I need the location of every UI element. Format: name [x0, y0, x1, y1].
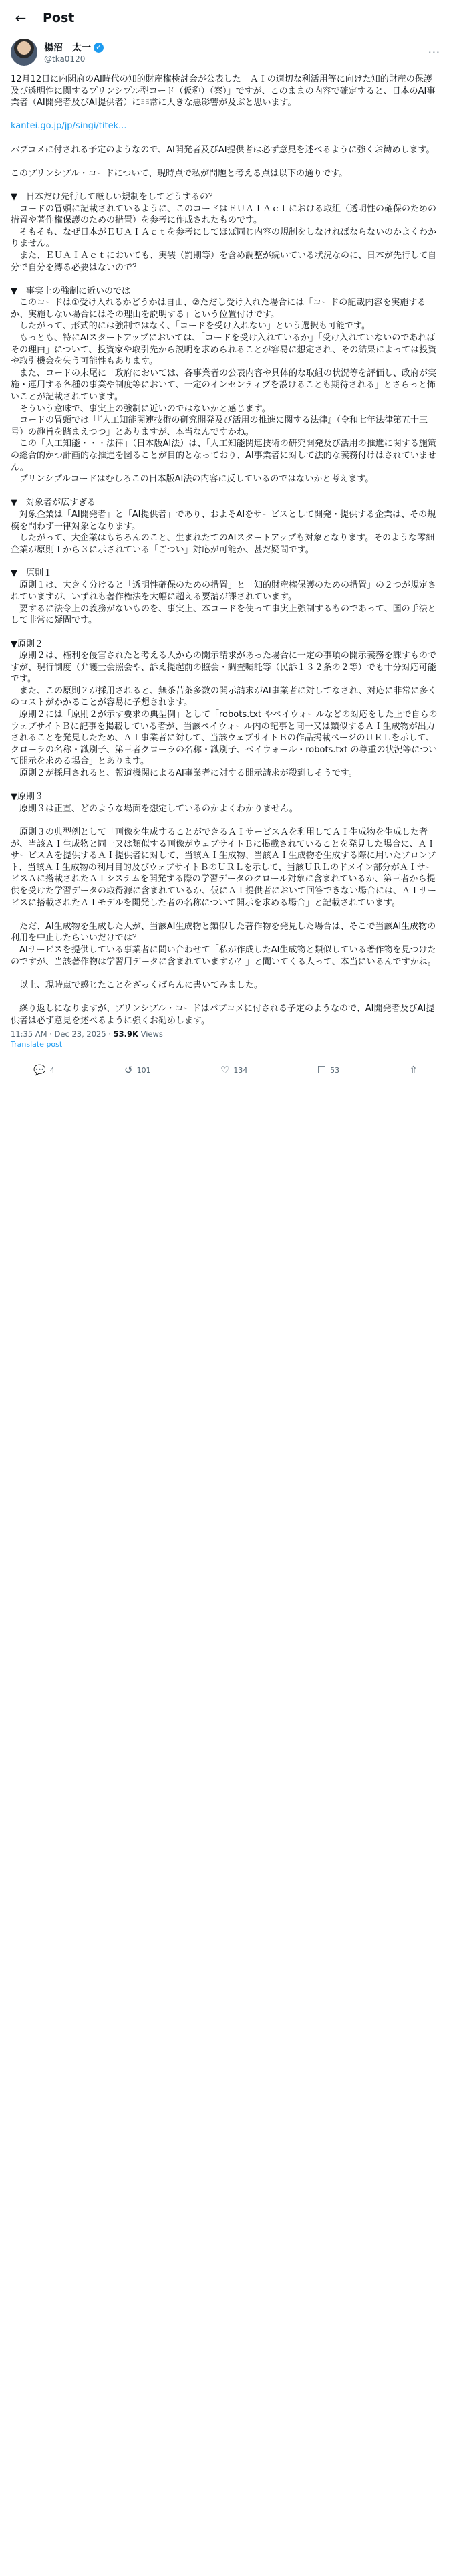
- like-count: 134: [233, 1065, 248, 1075]
- translate-post-link[interactable]: Translate post: [11, 1040, 63, 1049]
- post-paragraph-intro: 12月12日に内閣府のAI時代の知的財産権検討会が公表した「ＡＩの適切な利活用等に向けた知的財産の保護及び透明性に関するプリンシプル型コード（仮称）（案）」ですが、このままの内容で確定すると、日本のAI事業者（AI開発者及びAI提供者）に非常に大きな悪影響が及ぶと思います。: [11, 74, 436, 108]
- more-options-icon[interactable]: ···: [428, 45, 440, 59]
- post-meta: [0, 1027, 451, 1039]
- avatar[interactable]: [11, 39, 37, 66]
- bookmark-button[interactable]: [317, 1064, 339, 1076]
- reply-count: 4: [49, 1065, 55, 1075]
- repost-count: 101: [136, 1065, 151, 1075]
- post-date[interactable]: Dec 23, 2025: [54, 1029, 106, 1039]
- meta-separator: ·: [108, 1029, 111, 1039]
- post-body: パブコメに付される予定のようなので、AI開発者及びAI提供者は必ず意見を述べるように強くお勧めします。 このプリンシプル・コードについて、現時点で私が問題と考える点は以下の通りです。 ▼ 日本だけ先行して厳しい規制をしてどうするの？ コードの冒頭に記載されているように、このコードはＥＵＡＩＡｃｔにおける取組（透明性の確保のための措置や著作権保護のための措置）を参考に作成されたものです。 そもそも、なぜ日本がＥＵＡＩＡｃｔを参考にしてほぼ同じ内容の規制をしなければならないのかよくわかりません。 また、ＥＵＡＩＡｃｔにおいても、実装（罰則等）を含め調整が続いている状況なのに、日本が先行して自分で自分を縛る必要はないので？ ▼ 事実上の強制に近いのでは このコードは①受け入れるかどうかは自由、②ただし受け入れた場合には「コードの記載内容を実施するか、実施しない場合にはその理由を説明する」という位置付けです。 したがって、形式的には強制ではなく、「コードを受け入れない」という選択も可能です。 もっとも、特にAIスタートアップにおいては、「コードを受け入れているか」「受け入れていないのであればその理由」について、投資家や取引先から説明を求められることが容易に想定され、その結果によっては投資や取引機会を失う可能性もあります。 また、コードの末尾に「政府においては、各事業者の公表内容や具体的な取組の状況等を評価し、政府が実施・運用する各種の事業や制度等において、一定のインセンティブを設けることも期待される」とさらっと怖いことが記載されています。 そういう意味で、事実上の強制に近いのではないかと感じます。 コードの冒頭では「『人工知能関連技術の研究開発及び活用の推進に関する法律』（令和七年法律第五十三号）の趣旨を踏まえつつ」とありますが、本当なんですかね。 この「人工知能・・・法律」（日本版AI法）は、「人工知能関連技術の研究開発及び活用の推進に関する施策の総合的かつ計画的な推進を図ることが目的となっており、AI事業者に対して法的な義務付けはされていません。 プリンシプルコードはむしろこの日本版AI法の内容に反しているのではないかと考えます。 ▼ 対象者が広すぎる 対象企業は「AI開発者」と「AI提供者」であり、およそAIをサービスとして開発・提供する企業は、その規模を問わず一律対象となります。 したがって、大企業はもちろんのこと、生まれたてのAIスタートアップも対象となります。そのような零細企業が原則１から３に示されている「ごつい」対応が可能か、甚だ疑問です。 ▼ 原則１ 原則１は、大きく分けると「透明性確保のための措置」と「知的財産権保護のための措置」の２つが規定されていますが、いずれも著作権法を大幅に超える要請が課されています。 要するに法令上の義務がないものを、事実上、本コードを使って事実上強制するものであって、国の手法として非常に疑問です。 ▼原則２ 原則２は、権利を侵害されたと考える人からの開示請求があった場合に一定の事項の開示義務を課すものですが、現行制度（弁護士会照会や、訴え提起前の照会・調査嘱託等（民訴１３２条の２等）でも十分対応可能です。 また、この原則２が採用されると、無茶苦茶多数の開示請求がAI事業者に対してなされ、対応に非常に多くのコストがかかることが容易に予想されます。 原則２には「原則２が示す要求の典型例」として「robots.txt やペイウォールなどの対応をした上で自らのウェブサイトＢに記事を掲載している者が、当該ペイウォール内の記事と同一又は類似するＡＩ生成物が出力されることを発見したため、ＡＩ事業者に対して、当該ウェブサイトＢの作品掲載ページのＵＲＬを示して、クローラの名称・識別子、第三者クローラの名称・識別子、ペイウォール・robots.txt の尊重の状況等について開示を求める場合」とあります。 原則２が採用されると、報道機関によるAI事業者に対する開示請求が殺到しそうです。 ▼原則３ 原則３は正直、どのような場面を想定しているのかよくわかりません。 原則３の典型例として「画像を生成することができるＡＩサービスＡを利用してＡＩ生成物を生成した者が、当該ＡＩ生成物と同一又は類似する画像がウェブサイトＢに掲載されていることを発見した場合に、ＡＩサービスＡを提供するＡＩ提供者に対して、当該ＡＩ生成物、当該ＡＩ生成物を生成する際に用いたプロンプト、当該ＡＩ生成物の利用目的及びウェブサイトＢのＵＲＬを示して、当該ＵＲＬのドメイン部分がＡＩサービスＡに搭載されたＡＩシステムを開発する際の学習データのクロール対象に含まれているか、第三者から提供を受けた学習データの取得源に含まれているか、仮にＡＩ提供者において回答できない場合には、ＡＩサービスに搭載されたＡＩモデルを開発した者の名称について開示を求める場合」と記載されています。 ただ、AI生成物を生成した人が、当該AI生成物と類似した著作物を発見した場合は、そこで当該AI生成物の利用を中止したらいいだけでは？ AIサービスを提供している事業者に問い合わせて「私が作成したAI生成物と類似している著作物を見つけたのですが、当該著作物は学習用データに含まれていますか？」と聞いてくる人って、本当にいるんですかね。 以上、現時点で感じたことをざっくばらんに書いてみました。 繰り返しになりますが、プリンシプル・コードはパブコメに付される予定のようなので、AI開発者及びAI提供者は必ず意見を述べるように強くお勧めします。: [11, 144, 438, 1026]
- author-handle[interactable]: @tka0120: [44, 54, 86, 64]
- views-count: 53.9K: [113, 1029, 138, 1039]
- share-icon: ⇧: [409, 1064, 418, 1077]
- post-link[interactable]: kantei.go.jp/jp/singi/titek...: [11, 121, 127, 132]
- repost-icon: ↺: [124, 1064, 133, 1077]
- repost-button[interactable]: [124, 1064, 151, 1076]
- post-text: [0, 71, 451, 1027]
- views-label: Views: [140, 1029, 163, 1039]
- reply-icon: 💬: [33, 1064, 46, 1077]
- author-names: [44, 41, 428, 64]
- author-row: [0, 36, 451, 71]
- page-title: Post: [43, 11, 75, 25]
- heart-icon: ♡: [220, 1064, 230, 1077]
- action-bar: [0, 1057, 451, 1083]
- verified-badge-icon: ✓: [94, 43, 104, 53]
- meta-separator: ·: [49, 1029, 52, 1039]
- author-name-row[interactable]: [44, 41, 428, 54]
- top-bar: [0, 0, 451, 36]
- like-button[interactable]: [220, 1064, 247, 1076]
- reply-button[interactable]: [33, 1064, 55, 1076]
- share-button[interactable]: [409, 1064, 418, 1076]
- bookmark-count: 53: [330, 1065, 340, 1075]
- post-time[interactable]: 11:35 AM: [11, 1029, 47, 1039]
- author-name[interactable]: 楊沼 太一: [44, 43, 91, 53]
- back-arrow-icon[interactable]: ←: [15, 10, 27, 26]
- bookmark-icon: ☐: [317, 1064, 327, 1077]
